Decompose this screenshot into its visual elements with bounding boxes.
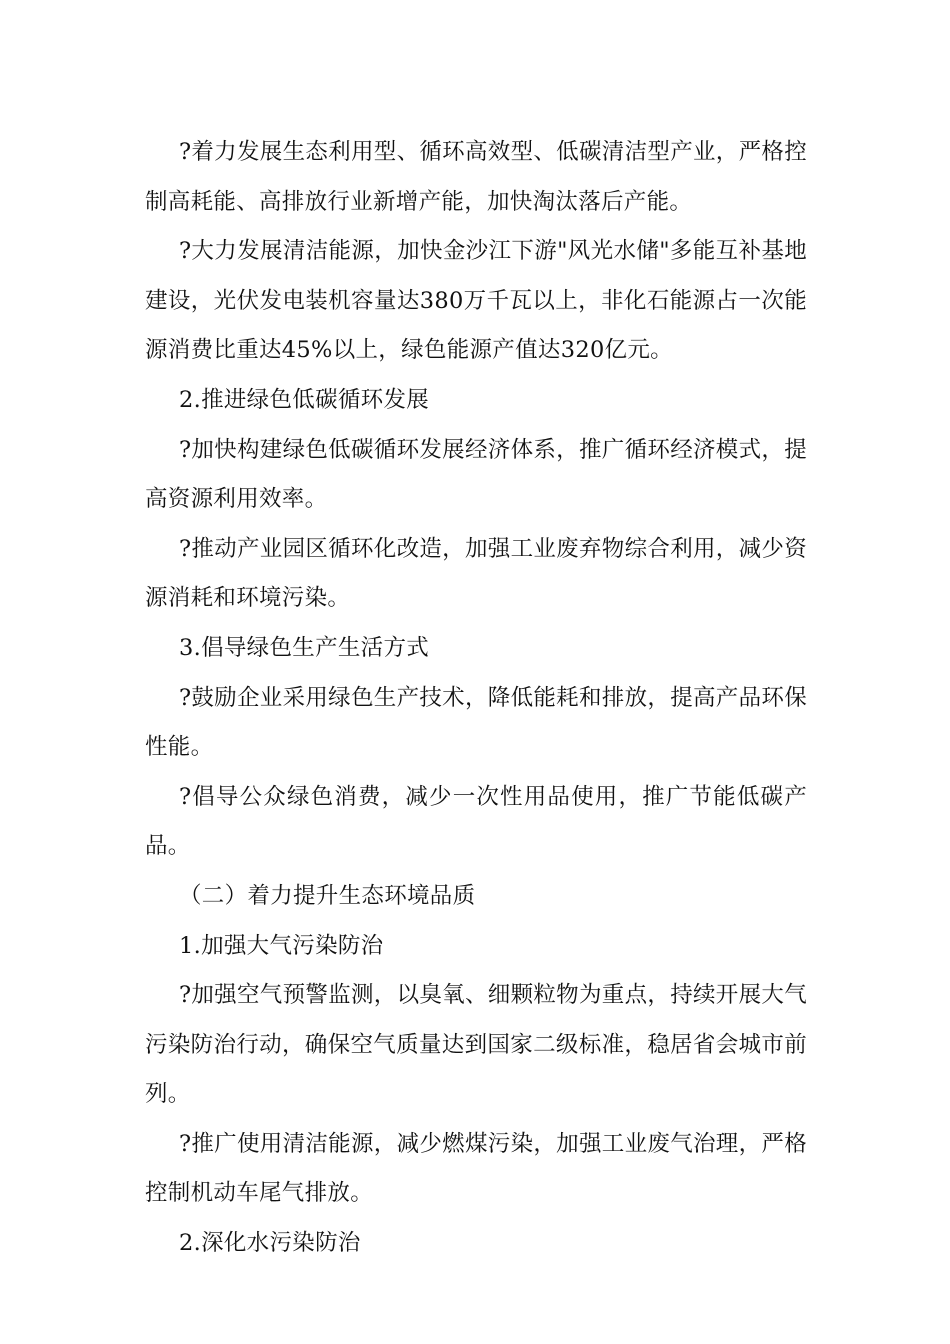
paragraph-economic-system: ?加快构建绿色低碳循环发展经济体系，推广循环经济模式，提高资源利用效率。 [145,436,807,513]
document-body [145,128,807,1269]
paragraph-green-production: ?鼓励企业采用绿色生产技术，降低能耗和排放，提高产品环保性能。 [145,684,807,761]
paragraph-clean-energy: ?大力发展清洁能源，加快金沙江下游"风光水储"多能互补基地建设，光伏发电装机容量达380万千瓦以上，非化石能源占一次能源消费比重达45%以上，绿色能源产值达320亿元。 [145,238,807,364]
paragraph-green-consumption: ?倡导公众绿色消费，减少一次性用品使用，推广节能低碳产品。 [145,783,807,860]
paragraph-air-monitoring: ?加强空气预警监测，以臭氧、细颗粒物为重点，持续开展大气污染防治行动，确保空气质量达到国家二级标准，稳居省会城市前列。 [145,982,807,1108]
paragraph-clean-energy-use: ?推广使用清洁能源，减少燃煤污染，加强工业废气治理，严格控制机动车尾气排放。 [145,1130,807,1207]
section-heading-environment: （二）着力提升生态环境品质 [179,882,476,909]
paragraph-industrial-park: ?推动产业园区循环化改造，加强工业废弃物综合利用，减少资源消耗和环境污染。 [145,535,807,612]
paragraph-industry: ?着力发展生态利用型、循环高效型、低碳清洁型产业，严格控制高耗能、高排放行业新增产能，加快淘汰落后产能。 [145,139,807,215]
heading-green-lifestyle: 3.倡导绿色生产生活方式 [179,634,430,661]
heading-air-pollution: 1.加强大气污染防治 [179,932,384,959]
heading-green-cycle: 2.推进绿色低碳循环发展 [179,386,430,413]
heading-water-pollution: 2.深化水污染防治 [179,1230,361,1257]
